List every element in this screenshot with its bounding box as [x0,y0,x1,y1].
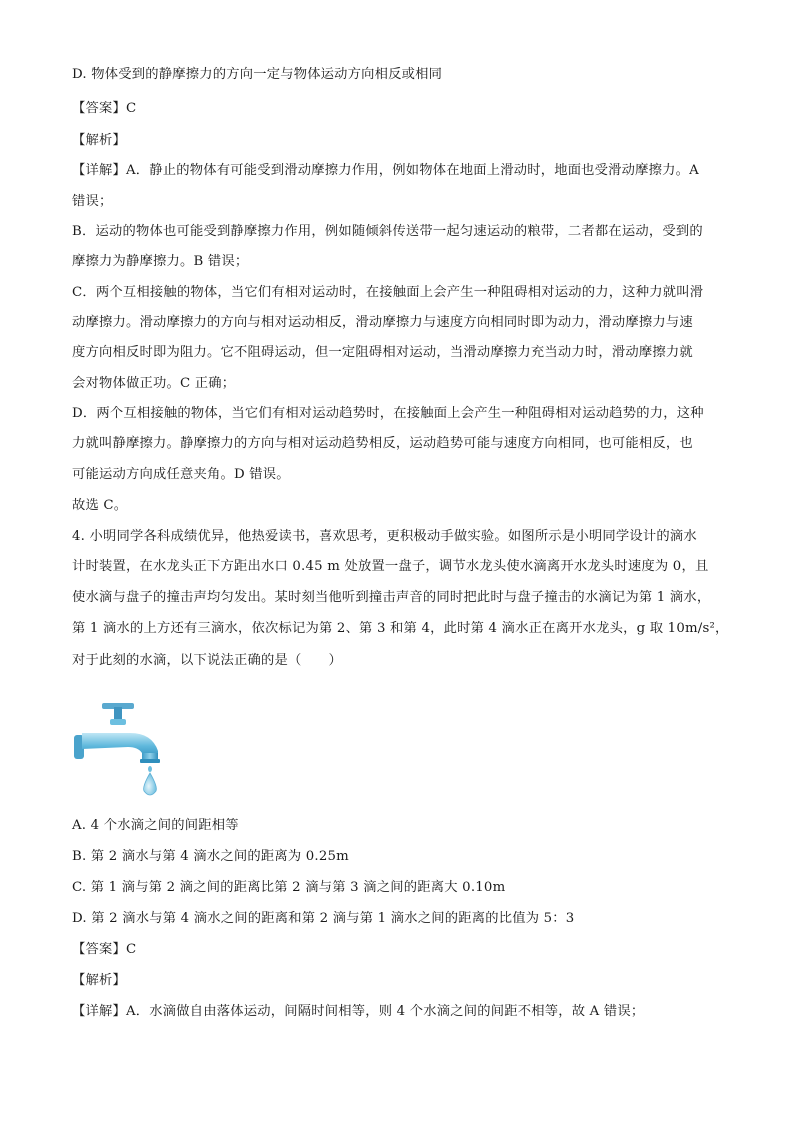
option-d-text: D. 第 2 滴水与第 4 滴水之间的距离和第 2 滴与第 1 滴水之间的距离的比值为 5：3 [72,911,575,926]
option-a-text: A. 4 个水滴之间的间距相等 [72,818,239,833]
question-4-line: 第 1 滴水的上方还有三滴水，依次标记为第 2、第 3 和第 4，此时第 4 滴水正在离开水龙头，g 取 10m/s²， [72,621,729,636]
question-4-line: 4. 小明同学各科成绩优异，他热爱读书，喜欢思考，更积极动手做实验。如图所示是小明同学设计的滴水 [72,529,697,544]
analysis-label: 【解析】 [72,133,126,148]
explanation-line: 力就叫静摩擦力。静摩擦力的方向与相对运动趋势相反，运动趋势可能与速度方向相同，也可能相反，也 [72,436,693,451]
explanation-line: 【详解】A．水滴做自由落体运动，间隔时间相等，则 4 个水滴之间的间距不相等，故 A 错误； [72,1004,645,1019]
answer-label: 【答案】C [72,101,137,116]
explanation-line: 【详解】A．静止的物体有可能受到滑动摩擦力作用，例如物体在地面上滑动时，地面也受滑动摩擦力。A [72,163,699,178]
explanation-line: 度方向相反时即为阻力。它不阻碍运动，但一定阻碍相对运动，当滑动摩擦力充当动力时，滑动摩擦力就 [72,345,693,360]
explanation-line: C．两个互相接触的物体，当它们有相对运动时，在接触面上会产生一种阻碍相对运动的力，这种力就叫滑 [72,285,704,300]
explanation-line: 可能运动方向成任意夹角。D 错误。 [72,467,290,482]
option-b-text: B. 第 2 滴水与第 4 滴水之间的距离为 0.25m [72,849,349,864]
explanation-line: 摩擦力为静摩擦力。B 错误； [72,254,249,269]
faucet-illustration [72,693,172,803]
analysis-label: 【解析】 [72,973,126,988]
explanation-line: B．运动的物体也可能受到静摩擦力作用，例如随倾斜传送带一起匀速运动的粮带，二者都在运动，受到的 [72,224,703,239]
question-4-line: 使水滴与盘子的撞击声均匀发出。某时刻当他听到撞击声音的同时把此时与盘子撞击的水滴记为第 1 滴水， [72,590,711,605]
explanation-line: 动摩擦力。滑动摩擦力的方向与相对运动相反，滑动摩擦力与速度方向相同时即为动力，滑动摩擦力与速 [72,315,693,330]
explanation-line: 错误； [72,194,113,209]
option-c-text: C. 第 1 滴与第 2 滴之间的距离比第 2 滴与第 3 滴之间的距离大 0.10m [72,880,506,895]
explanation-line: 会对物体做正功。C 正确； [72,376,236,391]
conclusion-line: 故选 C。 [72,498,128,513]
question-4-line: 对于此刻的水滴，以下说法正确的是（ ） [72,653,342,668]
option-d-text: D. 物体受到的静摩擦力的方向一定与物体运动方向相反或相同 [72,67,443,82]
question-4-line: 计时装置，在水龙头正下方距出水口 0.45 m 处放置一盘子，调节水龙头使水滴离开水龙头时速度为 0，且 [72,559,709,574]
explanation-line: D．两个互相接触的物体，当它们有相对运动趋势时，在接触面上会产生一种阻碍相对运动趋势的力，这种 [72,406,704,421]
answer-label: 【答案】C [72,942,137,957]
